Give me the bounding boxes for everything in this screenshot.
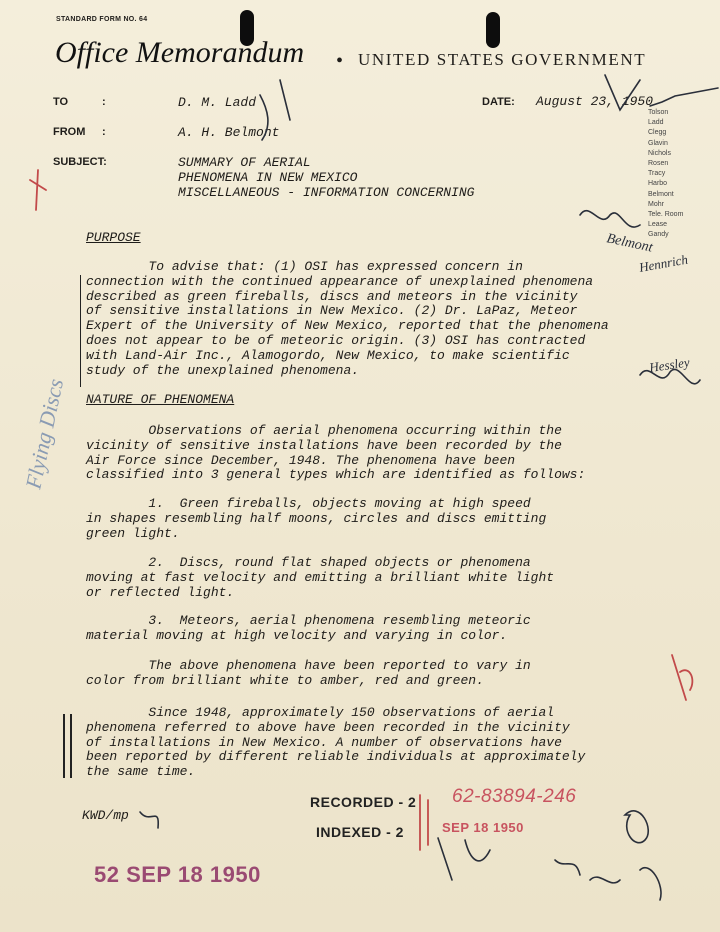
observations-paragraph [86,706,676,780]
date-stamp: 52 SEP 18 1950 [94,862,261,887]
form-number: STANDARD FORM NO. 64 [56,16,148,23]
initials-scribble-icon [140,812,158,828]
routing-name: Nichols [648,149,671,157]
red-mark-icon [30,170,46,210]
text-line: Expert of the University of New Mexico, reported that the phenomena [86,318,609,334]
text-line: connection with the continued appearance of unexplained phenomena [86,273,594,289]
text-line: color from brilliant white to amber, red and green. [86,672,484,688]
routing-name: Glavin [648,139,668,147]
margin-mark [63,714,65,778]
from-value: A. H. Belmont [178,125,280,140]
purpose-paragraph [86,260,676,378]
to-label: TO [53,96,69,108]
nature-paragraph [86,424,676,483]
color-paragraph [86,659,676,689]
initials-scribble-icon [580,211,640,227]
red-mark-icon [420,795,428,850]
belmont-note: Belmont [605,231,654,256]
circled-initials-icon [625,811,648,843]
text-line: or reflected light. [86,584,235,600]
text-line: 1. Green fireballs, objects moving at high speed [86,496,531,511]
text-line: Observations of aerial phenomena occurring within the [86,423,562,438]
scribble-icon [555,860,620,883]
memo-title: Office Memorandum [55,36,305,69]
routing-name: Tracy [648,170,666,178]
text-line: study of the unexplained phenomena. [86,362,360,378]
routing-name: Clegg [648,129,667,137]
text-line: the same time. [86,764,196,780]
text-line: in shapes resembling half moons, circles and discs emitting [86,510,547,526]
text-line: phenomena referred to above have been recorded in the vicinity [86,719,570,735]
text-line: of sensitive installations in New Mexico. (2) Dr. LaPaz, Meteor [86,303,578,319]
text-line: green light. [86,525,180,541]
scribble-icon [640,868,661,900]
routing-name: Ladd [648,119,664,127]
routing-name: Tolson [648,109,669,116]
margin-mark [70,714,72,778]
routing-name: Mohr [648,200,664,208]
text-line: described as green fireballs, discs and meteors in the vicinity [86,288,578,304]
flying-discs-note: Flying Discs [20,376,69,492]
hessley-note: Hessley [648,354,691,375]
indexed-stamp: INDEXED - 2 [316,824,404,840]
text-line: material moving at high velocity and varying in color. [86,627,508,643]
routing-name: Gandy [648,231,669,239]
text-line: 2. Discs, round flat shaped objects or phenomena [86,555,531,570]
title-bullet: • [336,50,344,72]
subject-line: PHENOMENA IN NEW MEXICO [178,170,358,185]
routing-name: Belmont [648,190,674,198]
checkmark-icon [650,88,718,106]
text-line: does not appear to be of meteoric origin. (3) OSI has contracted [86,332,586,348]
text-line: Air Force since December, 1948. The phenomena have been [86,452,516,468]
text-line: vicinity of sensitive installations have been recorded by the [86,437,562,453]
routing-name: Tele. Room [648,211,684,219]
file-number: 62-83894-246 [452,786,577,807]
text-line: Since 1948, approximately 150 observations of aerial [86,705,555,720]
subject-line: SUMMARY OF AERIAL [178,155,311,170]
purpose-heading: PURPOSE [86,230,141,245]
item-3 [86,614,676,644]
text-line: The above phenomena have been reported to vary in [86,658,531,673]
from-label: FROM [53,126,86,138]
government-heading: UNITED STATES GOVERNMENT [358,50,647,69]
text-line: To advise that: (1) OSI has expressed concern in [86,259,523,274]
initials-scribble-icon [438,838,490,880]
date-value: August 23, 1950 [536,94,654,109]
to-value: D. M. Ladd [178,95,257,110]
routing-name: Rosen [648,160,669,168]
item-2 [86,556,676,600]
margin-bracket [80,275,81,387]
date-label: DATE: [482,96,515,108]
from-colon: : [102,126,106,138]
text-line: of installations in New Mexico. A number of observations have [86,734,562,750]
routing-list [648,108,683,241]
routing-name: Lease [648,221,668,229]
text-line: 3. Meteors, aerial phenomena resembling meteoric [86,613,531,628]
hennrich-note: Hennrich [637,251,689,275]
text-line: with Land-Air Inc., Alamogordo, New Mexico, to make scientific [86,347,570,363]
text-line: classified into 3 general types which are identified as follows: [86,467,586,483]
nature-heading: NATURE OF PHENOMENA [86,392,235,407]
item-1 [86,497,676,541]
routing-name: Harbo [648,180,668,188]
subject-line: MISCELLANEOUS - INFORMATION CONCERNING [178,185,475,200]
subject-label: SUBJECT: [53,156,107,168]
typist-initials: KWD/mp [82,808,129,823]
punch-hole [486,12,500,48]
received-stamp: SEP 18 1950 [442,820,524,835]
recorded-stamp: RECORDED - 2 [310,794,417,810]
to-colon: : [102,96,106,108]
text-line: moving at fast velocity and emitting a brilliant white light [86,569,555,585]
text-line: been reported by different reliable individuals at approximately [86,749,586,765]
